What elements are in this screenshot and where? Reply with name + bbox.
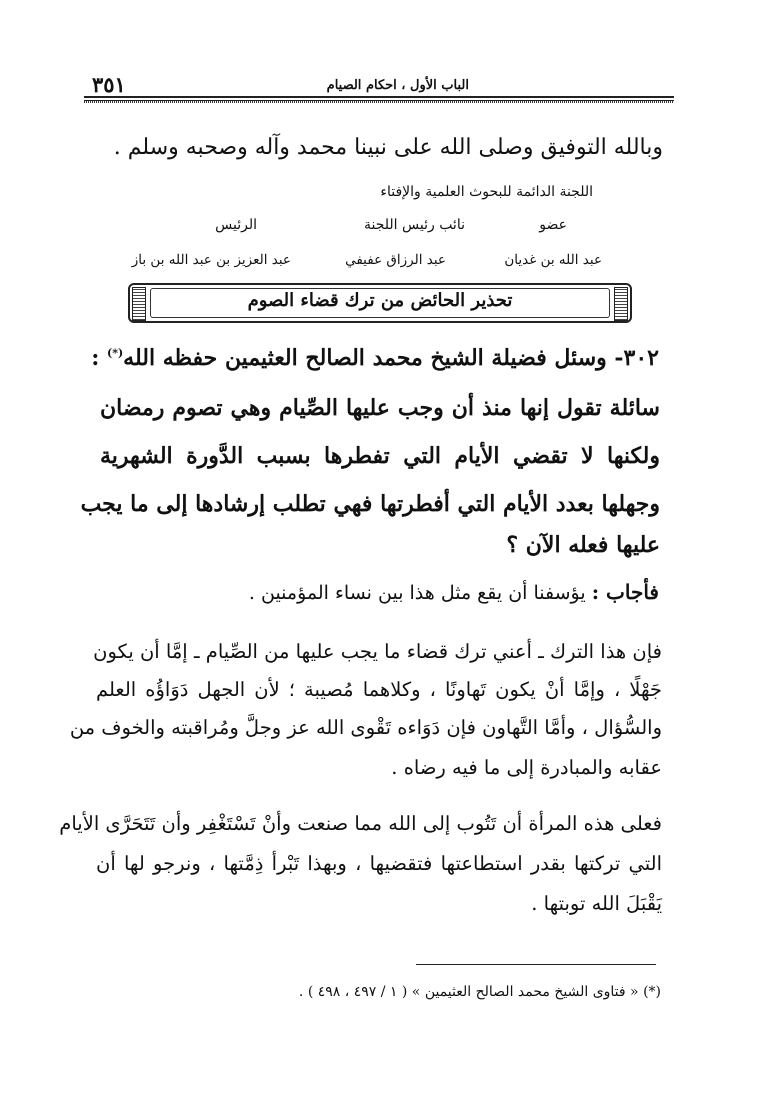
header-rule-hatch: [84, 101, 674, 103]
role-president: الرئيس: [215, 217, 257, 233]
answer-p2-line-3: يَقْبَلَ الله توبتها .: [531, 892, 662, 915]
section-title-banner: [128, 283, 632, 323]
committee-name: اللجنة الدائمة للبحوث العلمية والإفتاء: [380, 184, 593, 200]
question-line-2: ولكنها لا تقضي الأيام التي تفطرها بسبب الدَّورة الشهرية: [100, 443, 660, 469]
answer-label: فأجاب :: [591, 580, 659, 604]
section-title: تحذير الحائض من ترك قضاء الصوم: [247, 290, 513, 311]
closing-prayer: وبالله التوفيق وصلى الله على نبينا محمد وآله وصحبه وسلم .: [113, 135, 663, 160]
page-header: [84, 70, 674, 96]
question-line-1: سائلة تقول إنها منذ أن وجب عليها الصِّيام وهي تصوم رمضان: [100, 395, 660, 421]
footnote-mark: (*): [106, 346, 124, 360]
question-colon: :: [91, 345, 100, 371]
role-member: عضو: [539, 217, 567, 233]
answer-p1-line-4: عقابه والمبادرة إلى ما فيه رضاه .: [391, 756, 662, 779]
question-line-4: عليها فعله الآن ؟: [506, 532, 660, 558]
question-line-3: وجهلها بعدد الأيام التي أفطرتها فهي تطلب إرشادها إلى ما يجب: [80, 491, 660, 517]
answer-intro: [249, 580, 659, 604]
answer-p2-line-1: فعلى هذه المرأة أن تَتُوب إلى الله مما صنعت وأنْ تَسْتَغْفِر وأن تَتَحَرَّى الأيام: [59, 812, 662, 835]
answer-p2-line-2: التي تركتها بقدر استطاعتها فتقضيها ، وبهذا تَبْرأ ذِمَّتها ، ونرجو لها أن: [96, 852, 662, 875]
answer-p1-line-3: والسُّؤال ، وأمَّا التَّهاون فإن دَوَاءه تَقْوى الله عز وجلَّ ومُراقبته والخوف من: [69, 716, 662, 739]
answer-p1-line-2: جَهْلًا ، وإمَّا أنْ يكون تَهاونًا ، وكلاهما مُصيبة ؛ لأن الجهل دَوَاؤُه العلم: [96, 678, 662, 701]
question-title-text: ٣٠٢- وسئل فضيلة الشيخ محمد الصالح العثيمين حفظه الله: [123, 345, 659, 371]
question-title: [91, 345, 659, 371]
page-number: ٣٥١: [92, 72, 126, 97]
footnote: (*) « فتاوى الشيخ محمد الصالح العثيمين » ( ١ / ٤٩٧ ، ٤٩٨ ) .: [298, 984, 661, 1000]
member-ghudayan: عبد الله بن غديان: [504, 252, 602, 268]
answer-p1-line-1: فإن هذا الترك ـ أعني ترك قضاء ما يجب عليها من الصِّيام ـ إمَّا أن يكون: [93, 640, 662, 663]
member-afifi: عبد الرزاق عفيفي: [345, 252, 446, 268]
footnote-rule: [416, 964, 656, 965]
chapter-title: الباب الأول ، احكام الصيام: [326, 78, 469, 93]
role-vice-president: نائب رئيس اللجنة: [364, 217, 465, 233]
member-bin-baz: عبد العزيز بن عبد الله بن باز: [131, 252, 291, 268]
answer-intro-text: يؤسفنا أن يقع مثل هذا بين نساء المؤمنين .: [248, 582, 586, 604]
